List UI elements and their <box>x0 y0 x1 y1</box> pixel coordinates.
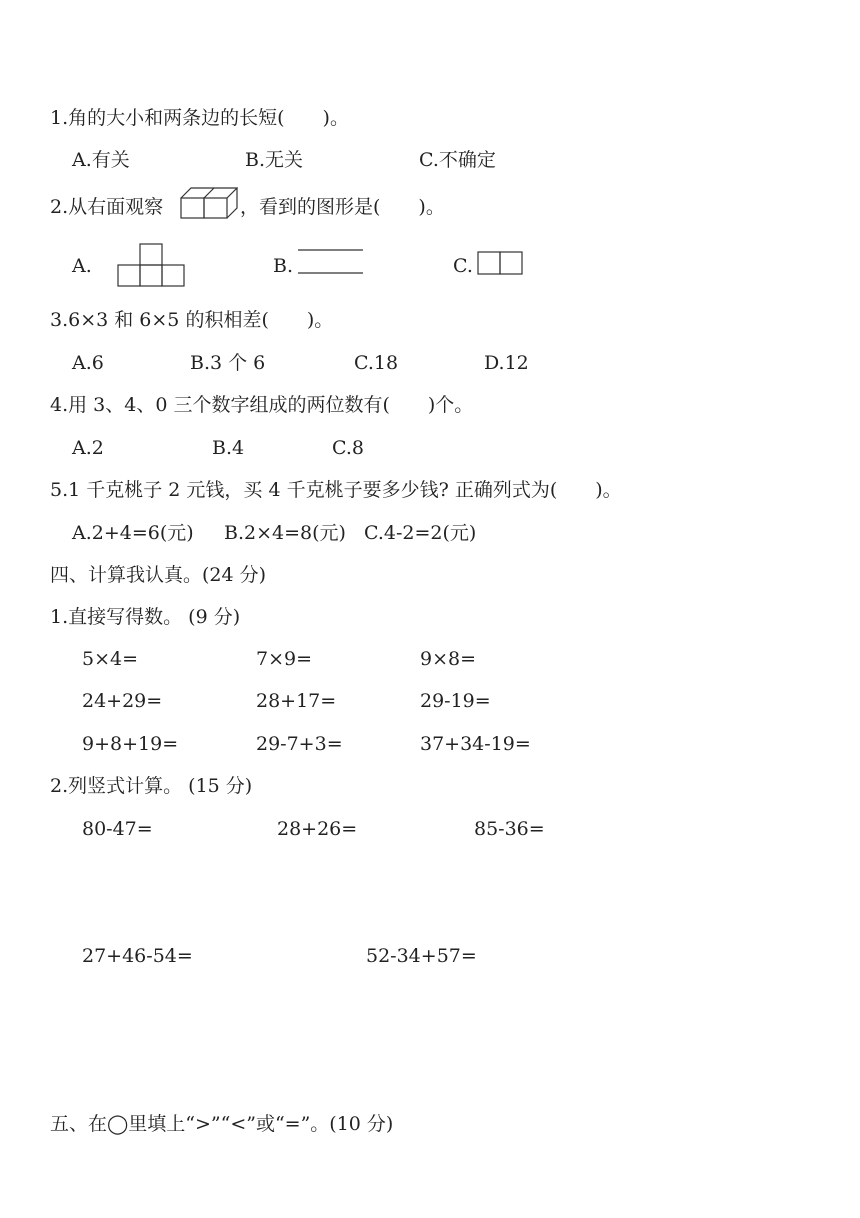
q1-stem: 1.角的大小和两条边的长短( )。 <box>50 107 349 129</box>
q3-option-a: A.6 <box>72 352 104 374</box>
calc-item: 24+29= <box>82 690 163 712</box>
q3-option-b: B.3 个 6 <box>190 352 266 374</box>
option-a-shape <box>116 241 186 289</box>
calc-item: 29-19= <box>420 690 491 712</box>
q4-option-a: A.2 <box>72 437 104 459</box>
calc-item: 9+8+19= <box>82 733 179 755</box>
q5-option-a: A.2+4=6(元) <box>72 522 194 544</box>
vertical-calc-item: 80-47= <box>82 818 153 840</box>
q4-stem: 4.用 3、4、0 三个数字组成的两位数有( )个。 <box>50 394 474 416</box>
vertical-calc-item: 85-36= <box>474 818 545 840</box>
calc-item: 5×4= <box>82 648 139 670</box>
q2-option-c-label: C. <box>453 255 473 277</box>
q2-stem-pre: 2.从右面观察 <box>50 196 164 218</box>
calc-item: 7×9= <box>256 648 313 670</box>
q2-stem-post: ，看到的图形是( )。 <box>240 196 445 218</box>
q1-option-c: C.不确定 <box>419 149 496 171</box>
q3-option-c: C.18 <box>354 352 399 374</box>
q4-option-b: B.4 <box>212 437 245 459</box>
vertical-calc-item: 52-34+57= <box>366 945 477 967</box>
section5-title: 五、在◯里填上“>”“<”或“=”。(10 分) <box>50 1113 394 1135</box>
q4-option-c: C.8 <box>332 437 364 459</box>
option-c-shape <box>477 250 525 276</box>
cube-figure <box>180 186 238 220</box>
q1-option-a: A.有关 <box>72 149 130 171</box>
q5-option-b: B.2×4=8(元) <box>224 522 346 544</box>
q3-stem: 3.6×3 和 6×5 的积相差( )。 <box>50 309 334 331</box>
q2-option-b-label: B. <box>273 255 294 277</box>
calc-item: 37+34-19= <box>420 733 531 755</box>
section4-title: 四、计算我认真。(24 分) <box>50 564 267 586</box>
part1-title: 1.直接写得数。 (9 分) <box>50 606 241 628</box>
q3-option-d: D.12 <box>484 352 529 374</box>
part2-title: 2.列竖式计算。 (15 分) <box>50 775 253 797</box>
q1-option-b: B.无关 <box>245 149 304 171</box>
calc-item: 29-7+3= <box>256 733 343 755</box>
vertical-calc-item: 27+46-54= <box>82 945 193 967</box>
q5-option-c: C.4-2=2(元) <box>364 522 477 544</box>
option-b-shape <box>296 245 366 275</box>
calc-item: 28+17= <box>256 690 337 712</box>
q2-option-a-label: A. <box>72 255 92 277</box>
q5-stem: 5.1 千克桃子 2 元钱，买 4 千克桃子要多少钱? 正确列式为( )。 <box>50 479 622 501</box>
calc-item: 9×8= <box>420 648 477 670</box>
vertical-calc-item: 28+26= <box>277 818 358 840</box>
